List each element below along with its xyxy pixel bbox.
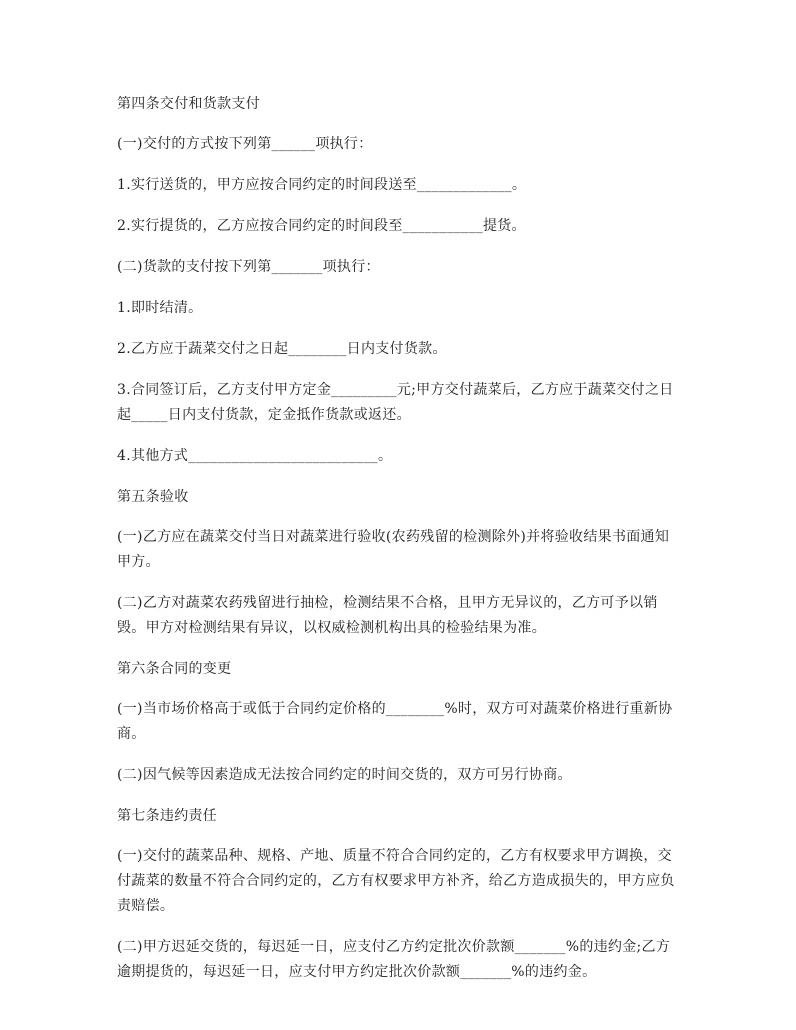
payment-option-4: 4.其他方式__________________________。 (117, 448, 393, 464)
change-clause-1: (一)当市场价格高于或低于合同约定价格的________%时，双方可对蔬菜价格进行重新协商。 (117, 701, 673, 742)
payment-option-3: 3.合同签订后，乙方支付甲方定金_________元;甲方交付蔬菜后，乙方应于蔬菜交付之日起_____日内支付货款，定金抵作货款或返还。 (117, 382, 674, 423)
payment-option-1: 1.即时结清。 (117, 300, 203, 316)
liability-clause-1: (一)交付的蔬菜品种、规格、产地、质量不符合合同约定的，乙方有权要求甲方调换，交付蔬菜的数量不符合合同约定的，乙方有权要求甲方补齐，给乙方造成损失的，甲方应负责赔偿。 (117, 848, 675, 914)
change-clause-2: (二)因气候等因素造成无法按合同约定的时间交货的，双方可另行协商。 (117, 767, 572, 783)
liability-clause-2: (二)甲方迟延交货的，每迟延一日，应支付乙方约定批次价款额_______%的违约金;乙方逾期提货的，每迟延一日，应支付甲方约定批次价款额_______%的违约金。 (117, 939, 671, 980)
article-7-heading: 第七条违约责任 (117, 808, 218, 824)
inspection-clause-1: (一)乙方应在蔬菜交付当日对蔬菜进行验收(农药残留的检测除外)并将验收结果书面通知甲方。 (117, 529, 670, 570)
payment-option-2: 2.乙方应于蔬菜交付之日起________日内支付货款。 (117, 341, 447, 357)
document-page (117, 92, 683, 1001)
inspection-clause-2: (二)乙方对蔬菜农药残留进行抽检，检测结果不合格，且甲方无异议的，乙方可予以销毁。甲方对检测结果有异议，以权威检测机构出具的检验结果为准。 (117, 595, 658, 636)
article-4-heading: 第四条交付和货款支付 (117, 96, 260, 112)
article-6-heading: 第六条合同的变更 (117, 661, 232, 677)
article-5-heading: 第五条验收 (117, 489, 189, 505)
delivery-method-clause: (一)交付的方式按下列第______项执行： (117, 136, 373, 152)
payment-method-clause: (二)货款的支付按下列第_______项执行： (117, 259, 380, 275)
delivery-option-1: 1.实行送货的，甲方应按合同约定的时间段送至_____________。 (117, 177, 527, 193)
delivery-option-2: 2.实行提货的，乙方应按合同约定的时间段至___________提货。 (117, 218, 526, 234)
